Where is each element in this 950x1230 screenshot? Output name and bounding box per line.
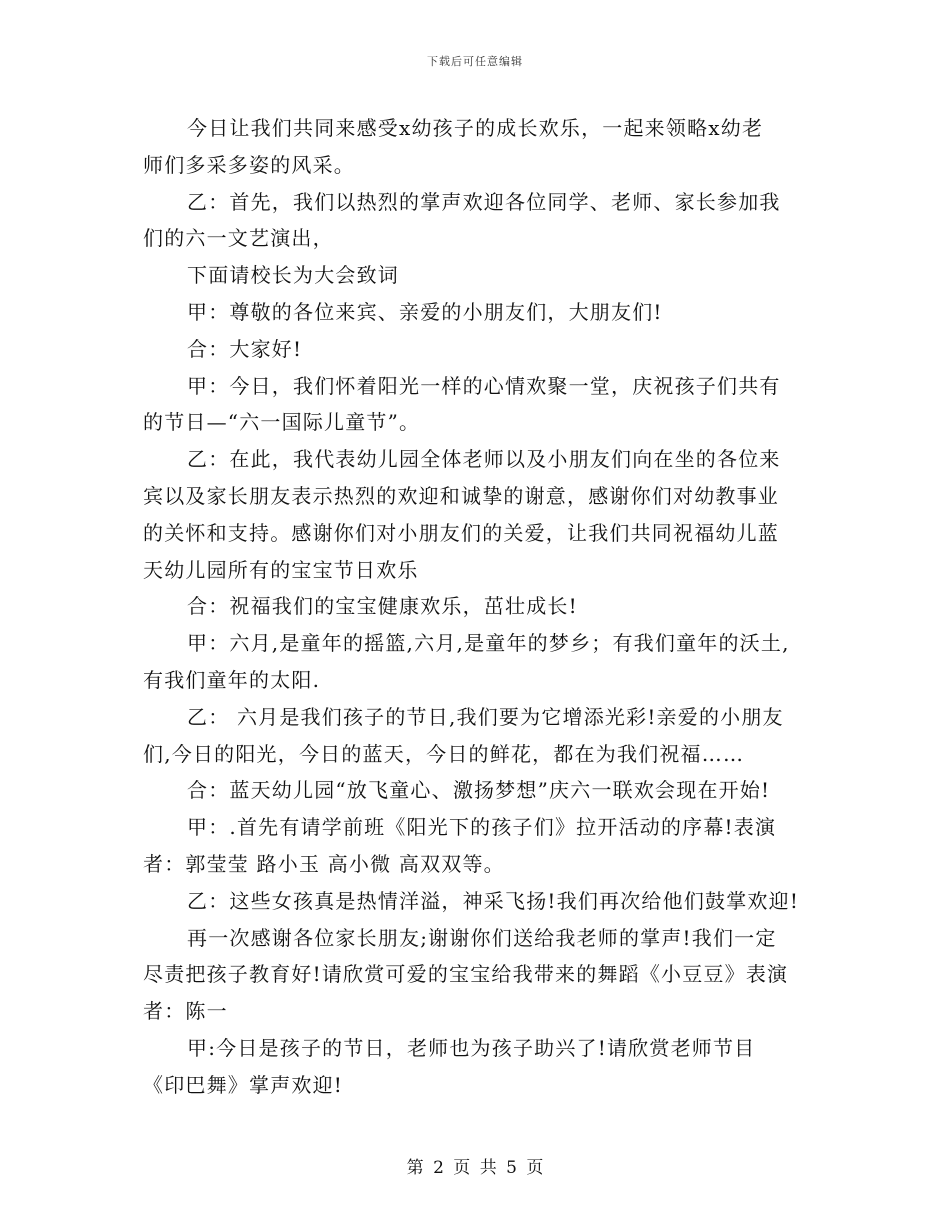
text-line: 再一次感谢各位家长朋友;谢谢你们送给我老师的掌声!我们一定	[187, 925, 777, 950]
text-line: 下面请校长为大会致词	[187, 263, 399, 288]
text-line: 甲：六月,是童年的摇篮,六月,是童年的梦乡；有我们童年的沃土,	[187, 631, 790, 656]
text-line: 们的六一文艺演出，	[143, 226, 334, 251]
text-line: 天幼儿园所有的宝宝节日欢乐	[143, 557, 419, 582]
text-line: 《印巴舞》掌声欢迎!	[143, 1072, 344, 1097]
text-line: 合：蓝天幼儿园“放飞童心、激扬梦想”庆六一联欢会现在开始!	[187, 778, 771, 803]
document-body	[143, 110, 823, 1104]
text-line: 尽责把孩子教育好!请欣赏可爱的宝宝给我带来的舞蹈《小豆豆》表演	[143, 962, 789, 987]
text-line: 今日让我们共同来感受x幼孩子的成长欢乐，一起来领略x幼老	[187, 116, 764, 140]
text-line: 合：大家好!	[187, 336, 303, 361]
text-line: 甲：今日，我们怀着阳光一样的心情欢聚一堂，庆祝孩子们共有	[187, 373, 781, 398]
text-line: 合：祝福我们的宝宝健康欢乐，茁壮成长!	[187, 594, 578, 619]
text-line: 的关怀和支持。感谢你们对小朋友们的关爱，让我们共同祝福幼儿蓝	[143, 520, 779, 545]
text-line: 乙： 六月是我们孩子的节日,我们要为它增添光彩!亲爱的小朋友	[187, 704, 784, 729]
text-line: 乙：在此，我代表幼儿园全体老师以及小朋友们向在坐的各位来	[187, 447, 781, 472]
text-line: 者：陈一	[143, 999, 228, 1024]
text-line: 的节日—“六一国际儿童节”。	[143, 410, 421, 435]
text-line: 乙：这些女孩真是热情洋溢，神采飞扬!我们再次给他们鼓掌欢迎!	[187, 888, 800, 913]
text-line: 甲：尊敬的各位来宾、亲爱的小朋友们，大朋友们!	[187, 299, 663, 324]
page-header: 下载后可任意编辑	[427, 55, 523, 68]
text-line: 师们多采多姿的风采。	[143, 152, 355, 177]
page-number-footer: 第 2 页 共 5 页	[406, 1158, 544, 1178]
text-line: 甲:今日是孩子的节日，老师也为孩子助兴了!请欣赏老师节目	[187, 1035, 756, 1060]
text-line: 者：郭莹莹 路小玉 高小微 高双双等。	[143, 851, 505, 876]
text-line: 甲：.首先有请学前班《阳光下的孩子们》拉开活动的序幕!表演	[187, 815, 777, 840]
text-line: 们,今日的阳光，今日的蓝天，今日的鲜花，都在为我们祝福……	[143, 741, 745, 766]
text-line: 有我们童年的太阳.	[143, 667, 321, 692]
text-line: 宾以及家长朋友表示热烈的欢迎和诚挚的谢意，感谢你们对幼教事业	[143, 483, 779, 508]
text-line: 乙：首先，我们以热烈的掌声欢迎各位同学、老师、家长参加我	[187, 189, 781, 214]
